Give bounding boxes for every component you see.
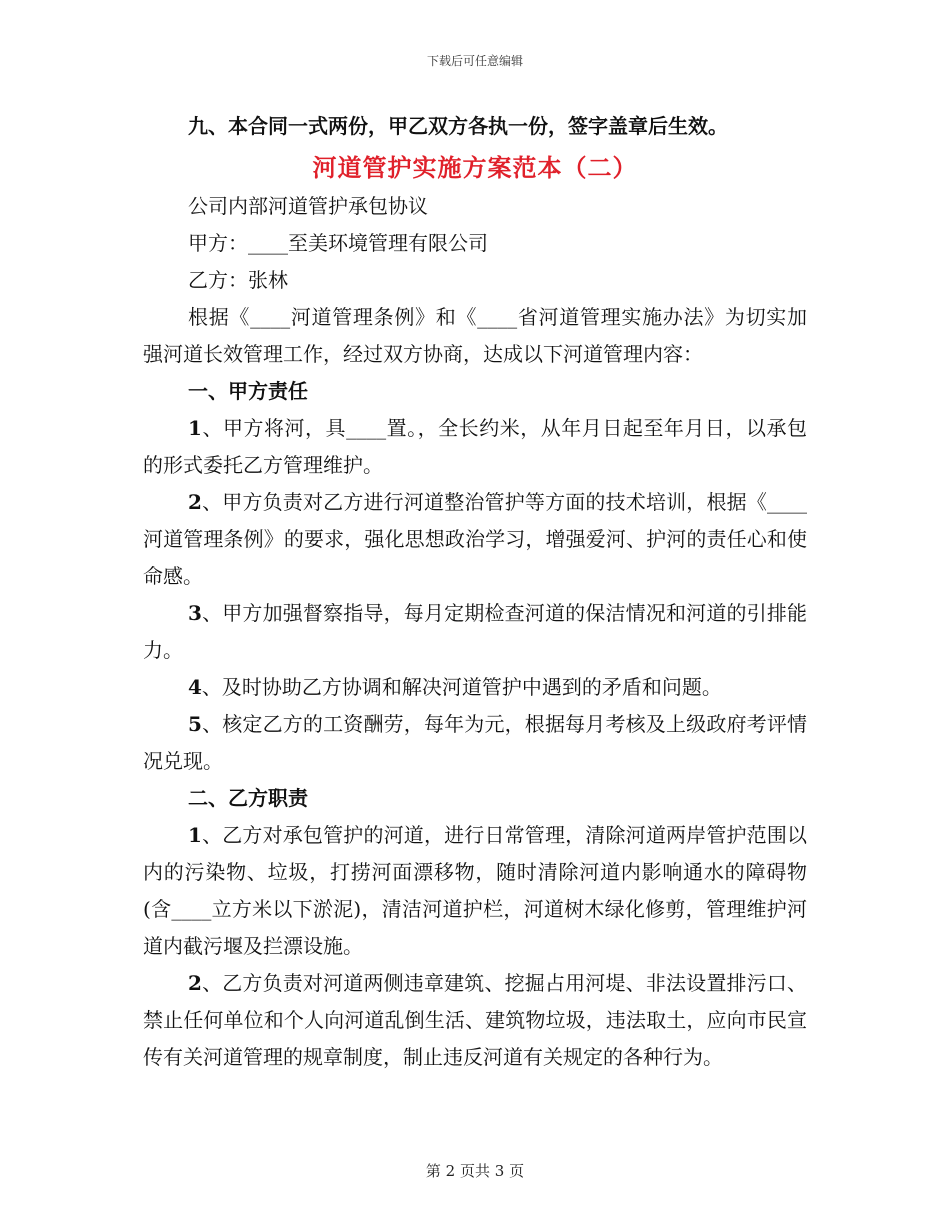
item-number: 5 xyxy=(188,712,202,736)
item-number: 1 xyxy=(188,823,202,847)
item-text: 、核定乙方的工资酬劳，每年为元，根据每月考核及上级政府考评情况兑现。 xyxy=(143,712,807,773)
list-item xyxy=(143,595,807,669)
section-heading-party-b: 二、乙方职责 xyxy=(188,786,308,810)
item-number: 1 xyxy=(188,416,202,440)
item-text: 、乙方对承包管护的河道，进行日常管理，清除河道两岸管护范围以内的污染物、垃圾，打捞河面漂移物，随时清除河道内影响通水的障碍物(含____立方米以下淤泥)，清洁河道护栏，河道树木绿化修剪，管理维护河道内截污堰及拦漂设施。 xyxy=(143,823,807,958)
item-number: 2 xyxy=(188,971,202,995)
agreement-subtitle: 公司内部河道管护承包协议 xyxy=(188,194,428,218)
list-item xyxy=(143,669,807,706)
list-item xyxy=(143,817,807,965)
page-footer: 第 2 页共 3 页 xyxy=(425,1162,525,1180)
item-text: 、乙方负责对河道两侧违章建筑、挖掘占用河堤、非法设置排污口、禁止任何单位和个人向河道乱倒生活、建筑物垃圾，违法取土，应向市民宣传有关河道管理的规章制度，制止违反河道有关规定的各种行为。 xyxy=(143,971,807,1069)
clause-nine: 九、本合同一式两份，甲乙双方各执一份，签字盖章后生效。 xyxy=(188,114,728,138)
item-text: 、及时协助乙方协调和解决河道管护中遇到的矛盾和问题。 xyxy=(201,675,722,699)
section-heading-party-a: 一、甲方责任 xyxy=(188,379,308,403)
list-item xyxy=(143,965,807,1076)
item-text: 、甲方负责对乙方进行河道整治管护等方面的技术培训，根据《____河道管理条例》的要求，强化思想政治学习，增强爱河、护河的责任心和使命感。 xyxy=(143,490,807,588)
document-body xyxy=(143,108,807,1076)
list-item xyxy=(143,706,807,780)
party-a: 甲方：____至美环境管理有限公司 xyxy=(188,231,488,255)
party-b: 乙方：张林 xyxy=(188,268,288,292)
item-number: 2 xyxy=(188,490,202,514)
item-number: 3 xyxy=(188,601,202,625)
list-item xyxy=(143,484,807,595)
item-text: 、甲方将河，具____置。，全长约米，从年月日起至年月日，以承包的形式委托乙方管理维护。 xyxy=(143,416,807,477)
item-text: 、甲方加强督察指导，每月定期检查河道的保洁情况和河道的引排能力。 xyxy=(143,601,807,662)
document-title: 河道管护实施方案范本（二） xyxy=(312,153,638,182)
item-number: 4 xyxy=(188,675,202,699)
header-note: 下载后可任意编辑 xyxy=(426,54,523,68)
list-item xyxy=(143,410,807,484)
intro-paragraph: 根据《____河道管理条例》和《____省河道管理实施办法》为切实加强河道长效管理工作，经过双方协商，达成以下河道管理内容： xyxy=(143,305,807,366)
